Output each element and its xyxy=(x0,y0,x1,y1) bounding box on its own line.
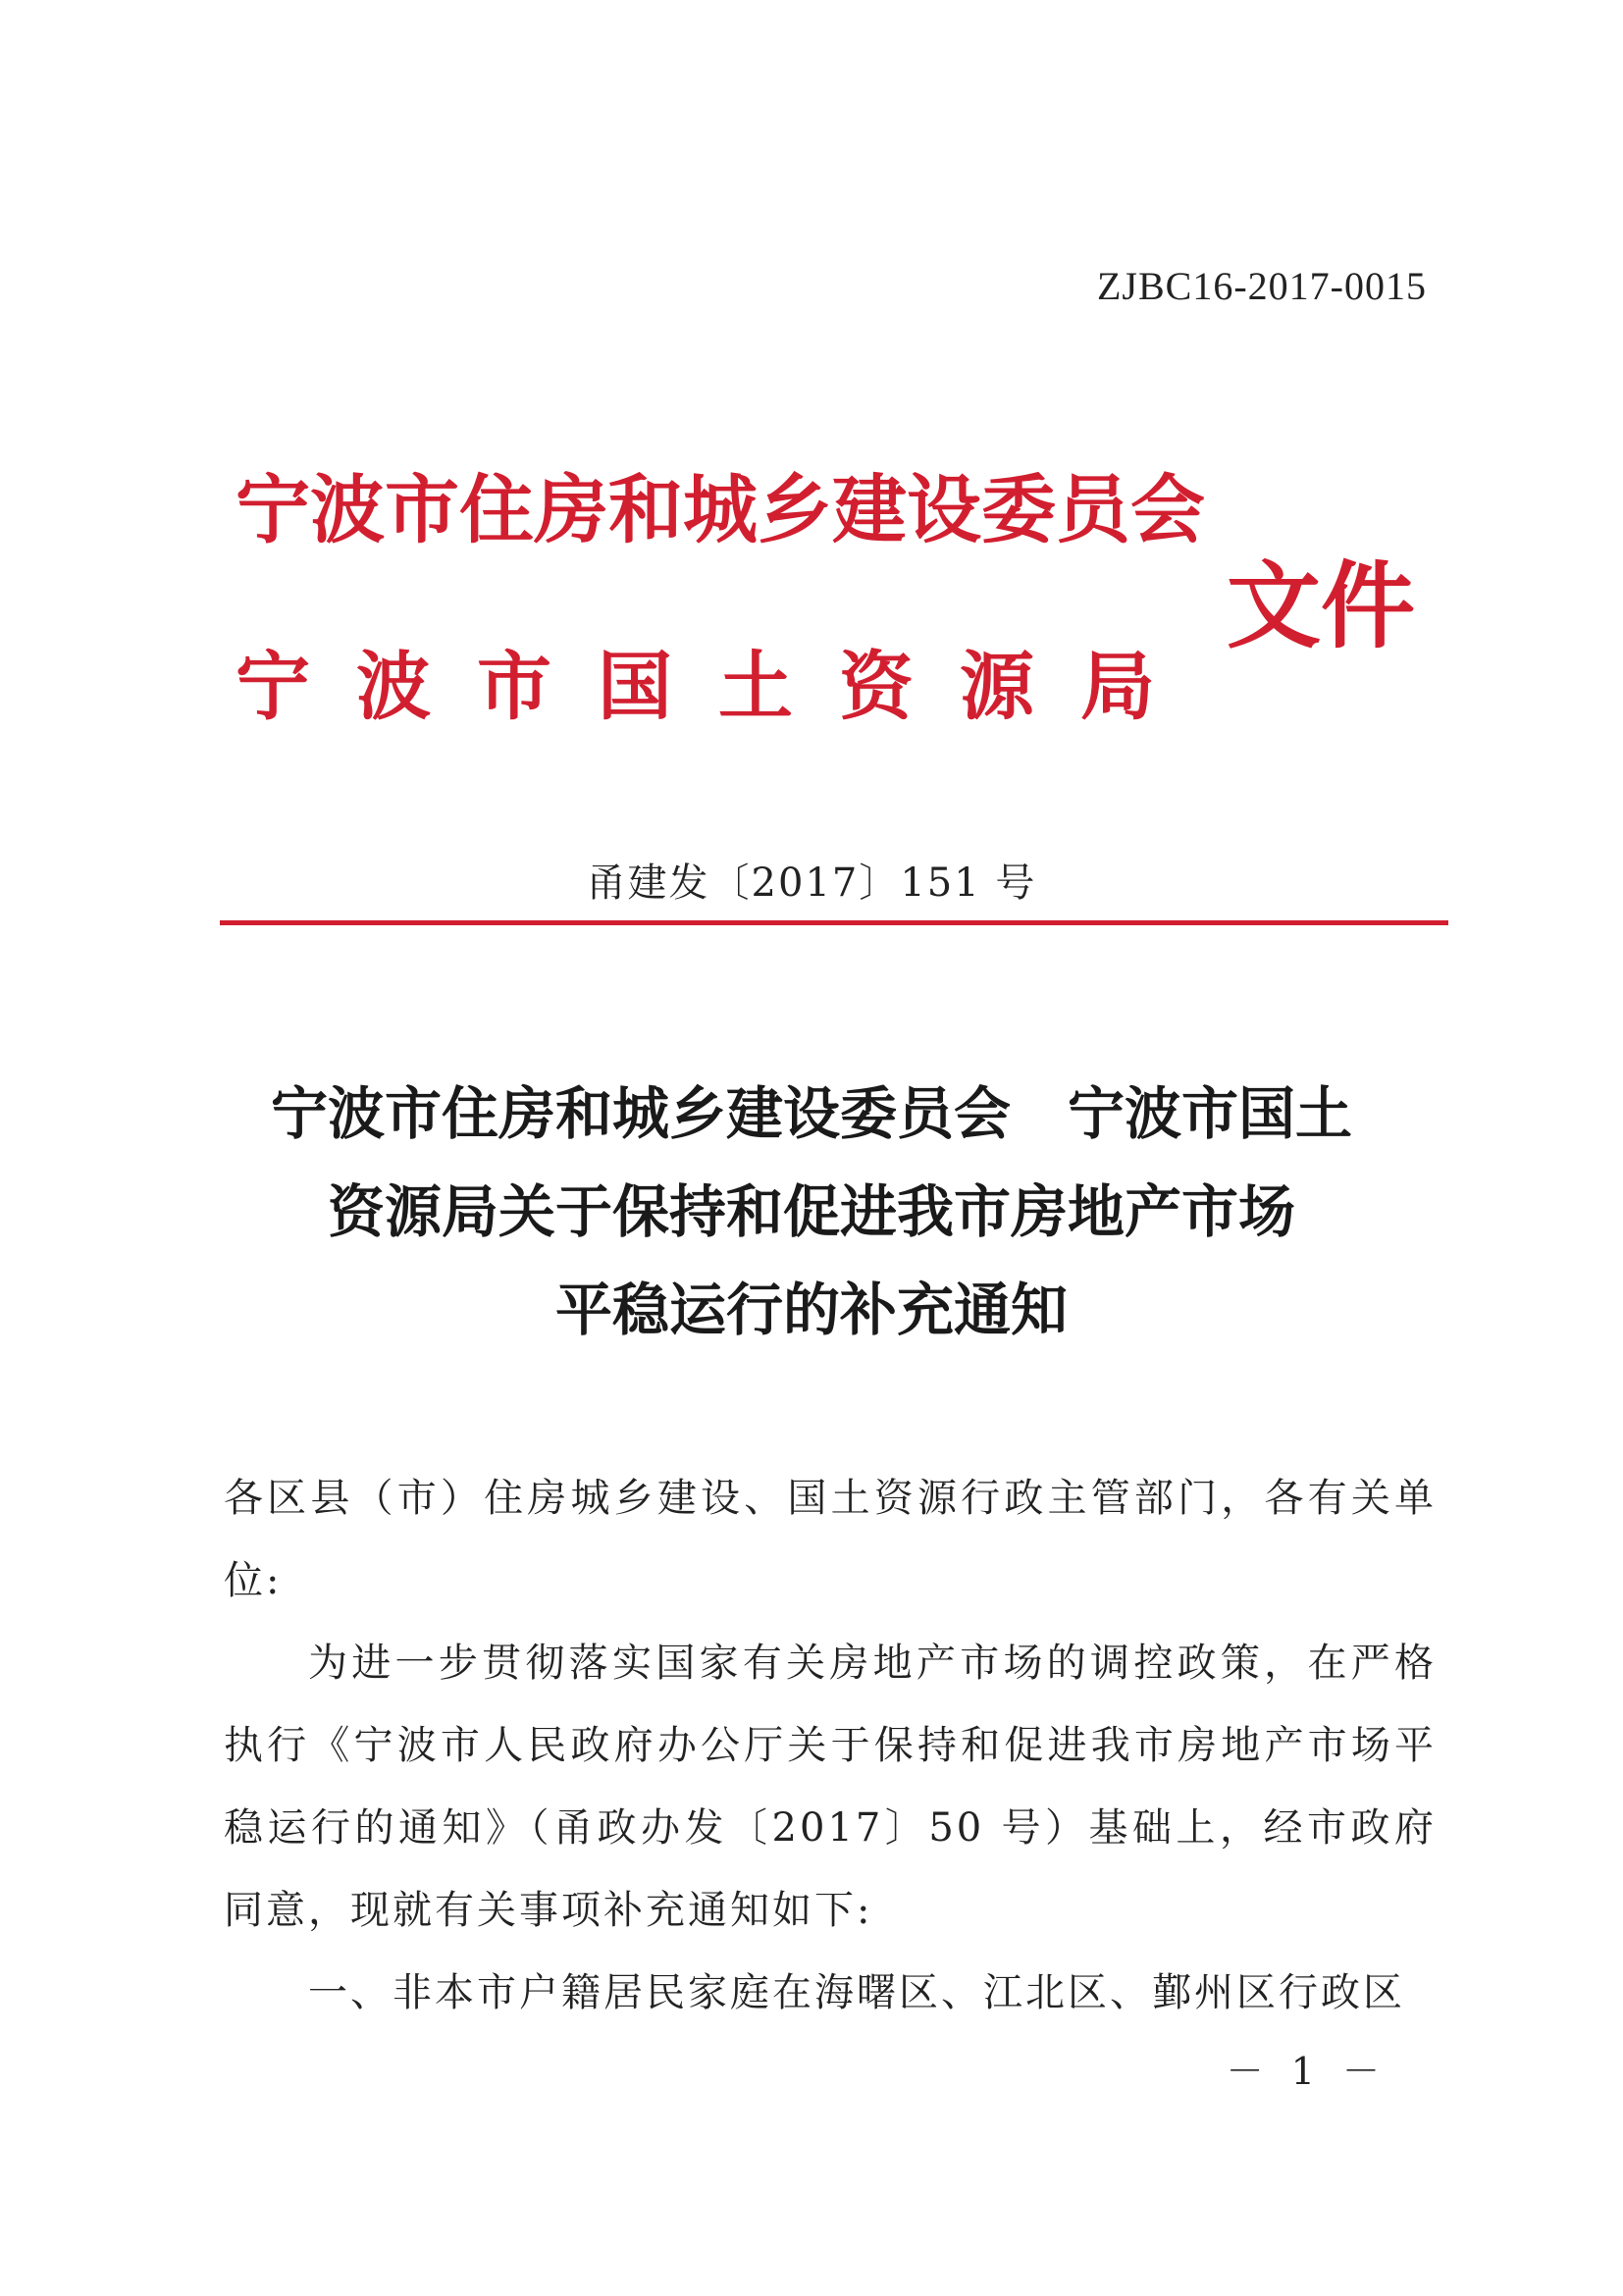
issuer-suffix: 文件 xyxy=(1227,550,1415,661)
document-code: ZJBC16-2017-0015 xyxy=(1097,264,1427,308)
page-number: － 1 － xyxy=(1226,2050,1387,2093)
issuer-header xyxy=(236,461,1423,756)
issuer-land-bureau: 宁波市国土资源局 xyxy=(236,643,1201,730)
body-paragraph: 一、非本市户籍居民家庭在海曙区、江北区、鄞州区行政区 xyxy=(308,1970,1405,2015)
document-body xyxy=(224,1457,1437,2034)
red-divider-line xyxy=(220,920,1448,925)
body-paragraph: 为进一步贯彻落实国家有关房地产市场的调控政策，在严格执行《宁波市人民政府办公厅关于保持和促进我市房地产市场平稳运行的通知》（甬政办发〔2017〕50 号）基础上，经市政府同意，现就有关事项补充通知如下: xyxy=(224,1641,1437,1933)
issuer-housing-committee: 宁波市住房和城乡建设委员会 xyxy=(236,466,1205,553)
title-line: 资源局关于保持和促进我市房地产市场 xyxy=(327,1178,1295,1245)
document-title xyxy=(0,1065,1623,1359)
title-line: 宁波市住房和城乡建设委员会 宁波市国土 xyxy=(270,1080,1352,1147)
salutation: 各区县（市）住房城乡建设、国土资源行政主管部门，各有关单位: xyxy=(224,1476,1437,1603)
document-number: 甬建发〔2017〕151 号 xyxy=(586,861,1037,906)
title-line: 平稳运行的补充通知 xyxy=(554,1277,1068,1343)
